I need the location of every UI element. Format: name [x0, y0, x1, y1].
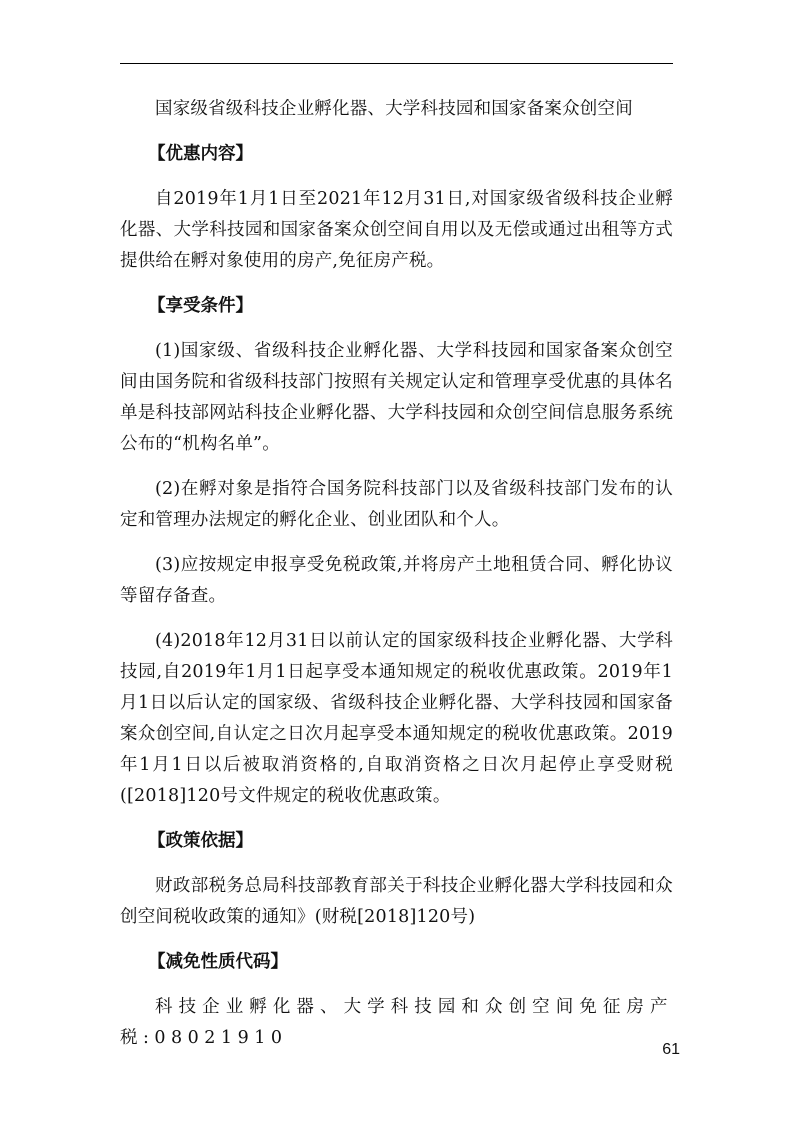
document-body [120, 94, 673, 1068]
benefit-heading: 【优惠内容】 [148, 144, 253, 164]
basis-heading: 【政策依据】 [148, 831, 253, 851]
condition-item-4: (4)2018年12月31日以前认定的国家级科技企业孵化器、大学科技园,自2019年1月1日起享受本通知规定的税收优惠政策。2019年1月1日以后认定的国家级、省级科技企业孵化器、大学科技园和国家备案众创空间,自认定之日次月起享受本通知规定的税收优惠政策。2019年1月1日以后被取消资格的,自取消资格之日次月起停止享受财税([2018]120号文件规定的税收优惠政策。 [120, 631, 673, 806]
basis-paragraph: 财政部税务总局科技部教育部关于科技企业孵化器大学科技园和众创空间税收政策的通知》(财税[2018]120号) [120, 876, 673, 927]
benefit-paragraph: 自2019年1月1日至2021年12月31日,对国家级省级科技企业孵化器、大学科技园和国家备案众创空间自用以及无偿或通过出租等方式提供给在孵对象使用的房产,免征房产税。 [120, 189, 673, 271]
condition-item-1: (1)国家级、省级科技企业孵化器、大学科技园和国家备案众创空间由国务院和省级科技部门按照有关规定认定和管理享受优惠的具体名单是科技部网站科技企业孵化器、大学科技园和众创空间信息服务系统公布的“机构名单”。 [120, 341, 673, 454]
page-number: 61 [662, 1041, 680, 1058]
code-paragraph: 科技企业孵化器、大学科技园和众创空间免征房产税:08021910 [120, 997, 673, 1048]
condition-item-2: (2)在孵对象是指符合国务院科技部门以及省级科技部门发布的认定和管理办法规定的孵化企业、创业团队和个人。 [120, 479, 673, 530]
header-rule [120, 63, 673, 64]
code-heading: 【减免性质代码】 [148, 952, 288, 972]
condition-item-3: (3)应按规定申报享受免税政策,并将房产土地租赁合同、孵化协议等留存备查。 [120, 555, 673, 606]
conditions-heading: 【享受条件】 [148, 296, 253, 316]
intro-paragraph: 国家级省级科技企业孵化器、大学科技园和国家备案众创空间 [155, 99, 633, 119]
